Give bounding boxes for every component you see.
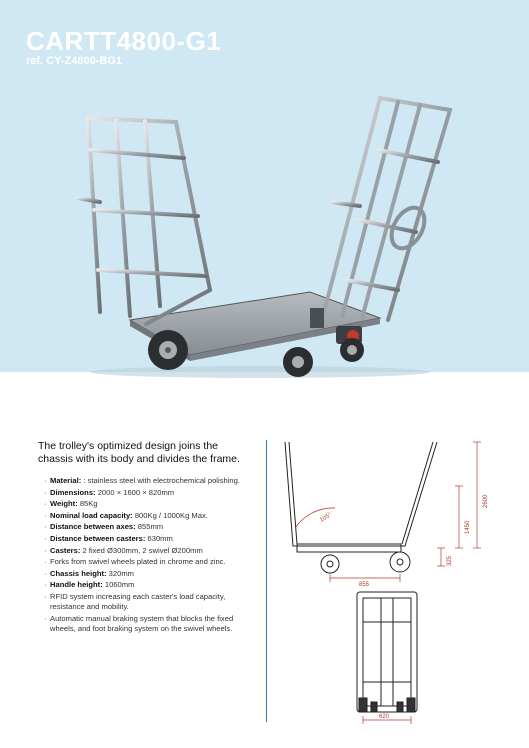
dim-handle-height: 1450: [465, 520, 471, 534]
rear-view: [357, 592, 417, 712]
spec-item: [44, 580, 259, 590]
spec-value: 85Kg: [77, 499, 98, 509]
dim-axes: 855: [359, 582, 370, 588]
spec-label: Material:: [50, 476, 82, 485]
spec-label: Handle height:: [50, 580, 103, 590]
wheel-front-right: [340, 338, 364, 362]
spec-item: [44, 522, 259, 532]
dim-total-height: 2600: [483, 494, 489, 508]
product-title: CARTT4800-G1: [26, 26, 222, 56]
spec-item: [44, 614, 259, 634]
spec-item: [44, 546, 259, 556]
spec-value: Automatic manual braking system that blocks the fixed wheels, and foot braking system on the swivel wheels.: [50, 613, 234, 633]
technical-drawing: [275, 436, 525, 728]
spec-label: Distance between casters:: [50, 533, 146, 543]
spec-label: Distance between axes:: [50, 522, 136, 532]
side-elevation: [285, 442, 437, 573]
wheel-front-left: [148, 330, 188, 370]
spec-item: [44, 488, 259, 498]
spec-value: 320mm: [106, 568, 134, 578]
spec-list: [44, 476, 259, 636]
spec-item: [44, 534, 259, 544]
spec-value: 2000 × 1600 × 820mm: [95, 487, 175, 497]
spec-value: 800Kg / 1000Kg Max.: [132, 510, 208, 520]
spec-item: [44, 499, 259, 509]
dim-width: 620: [379, 714, 390, 720]
spec-value: RFID system increasing each caster's load capacity, resistance and mobility.: [50, 591, 226, 612]
product-reference: ref. CY-Z4800-BG1: [26, 55, 122, 67]
spec-label: Weight:: [50, 499, 78, 509]
intro-text: The trolley's optimized design joins the chassis with its body and divides the frame.: [38, 440, 240, 465]
spec-label: Casters:: [50, 545, 81, 555]
dim-angle: 105°: [319, 512, 333, 524]
spec-item: [44, 511, 259, 521]
spec-item: [44, 569, 259, 579]
spec-label: Dimensions:: [50, 487, 96, 497]
spec-item: [44, 476, 259, 486]
spec-value: 630mm: [145, 533, 173, 543]
spec-value: 855mm: [135, 522, 164, 532]
spec-item: [44, 557, 259, 567]
spec-label: Nominal load capacity:: [50, 510, 133, 520]
spec-label: Chassis height:: [50, 568, 107, 578]
dim-chassis-height: 325: [447, 555, 453, 566]
spec-value: 2 fixed Ø300mm, 2 swivel Ø200mm: [80, 545, 203, 555]
wheel-rear: [283, 347, 313, 377]
spec-value: 1060mm: [102, 580, 135, 590]
spec-value: Forks from swivel wheels plated in chrome and zinc.: [50, 557, 226, 567]
spec-item: [44, 592, 259, 612]
trolley-photo: [60, 80, 480, 380]
column-divider: [266, 440, 267, 722]
spec-value: : stainless steel with electrochemical polishing.: [81, 476, 240, 485]
